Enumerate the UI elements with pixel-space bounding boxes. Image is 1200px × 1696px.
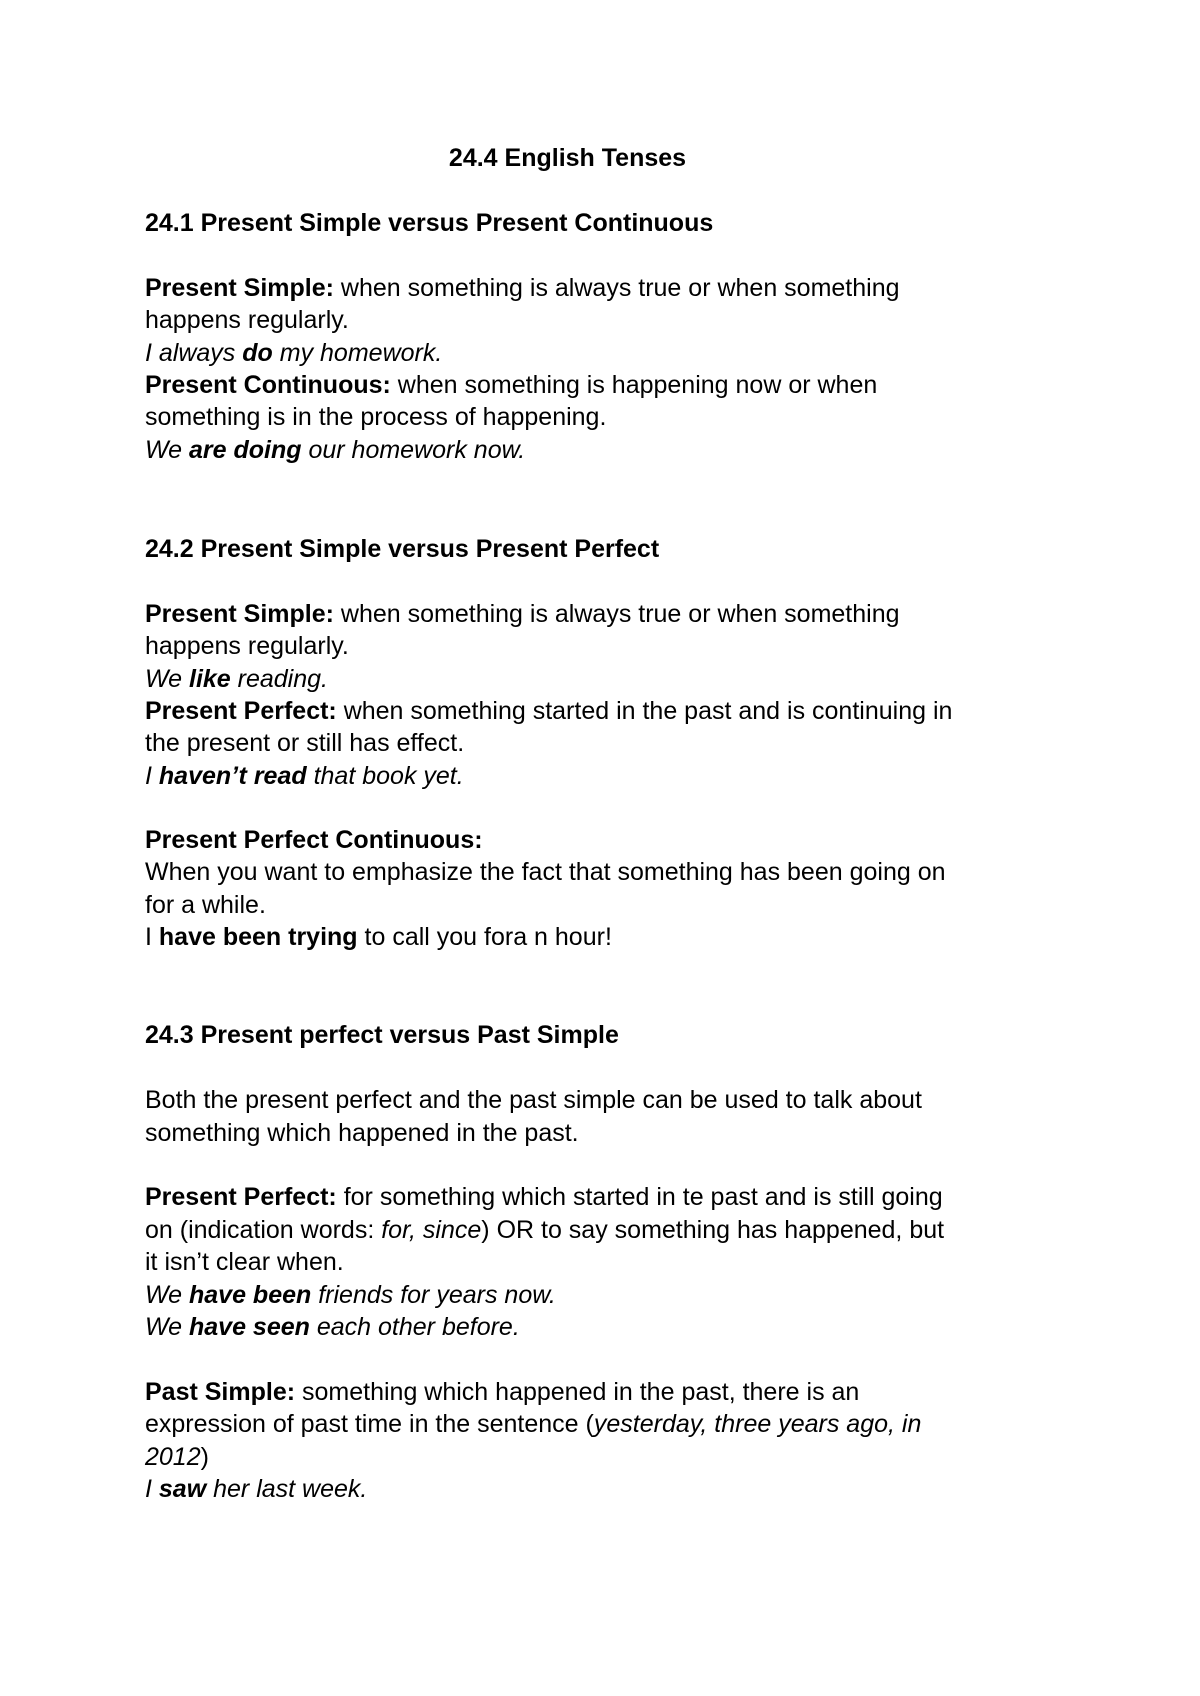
example-verb: are doing: [189, 436, 302, 464]
example-verb: saw: [158, 1475, 207, 1503]
definition-text: when something is always true or when something: [333, 274, 900, 302]
section-heading-24-2: 24.2 Present Simple versus Present Perfect: [145, 535, 660, 563]
intro-text: Both the present perfect and the past simple can be used to talk about: [145, 1086, 922, 1114]
definition-text-continued: happens regularly.: [145, 632, 349, 660]
definition-text: for something which started in te past and is still going: [336, 1183, 943, 1211]
example-sentence: We like reading.: [145, 665, 328, 693]
term-label: Present Simple:: [145, 274, 334, 302]
section-heading-24-3: 24.3 Present perfect versus Past Simple: [145, 1021, 619, 1049]
term-label: Present Simple:: [145, 600, 334, 628]
definition-text: when something is always true or when something: [333, 600, 900, 628]
example-verb: have seen: [189, 1313, 310, 1341]
example-sentence: We have seen each other before.: [145, 1313, 520, 1341]
definition-text: when something is happening now or when: [390, 371, 878, 399]
definition-text-continued: on (indication words: for, since) OR to say something has happened, but: [145, 1216, 945, 1244]
definition-text-continued: for a while.: [145, 891, 266, 919]
section-heading-24-1: 24.1 Present Simple versus Present Continuous: [145, 209, 714, 237]
document-title: 24.4 English Tenses: [448, 144, 687, 172]
example-sentence: We are doing our homework now.: [145, 436, 526, 464]
term-label: Present Perfect:: [145, 1183, 337, 1211]
time-expressions: 2012: [145, 1443, 201, 1471]
definition-text: When you want to emphasize the fact that something has been going on: [145, 858, 946, 886]
present-perfect-continuous-label: Present Perfect Continuous:: [145, 826, 483, 854]
present-simple-definition: [145, 598, 900, 630]
definition-text-continued: happens regularly.: [145, 306, 349, 334]
present-perfect-definition: [145, 695, 952, 727]
example-sentence: I always do my homework.: [145, 339, 443, 367]
present-simple-definition: [145, 272, 900, 304]
definition-text: when something started in the past and is continuing in: [336, 697, 953, 725]
example-sentence: I haven’t read that book yet.: [145, 762, 464, 790]
example-verb: haven’t read: [158, 762, 307, 790]
definition-text: something which happened in the past, there is an: [295, 1378, 860, 1406]
intro-text-continued: something which happened in the past.: [145, 1119, 579, 1147]
example-verb: have been: [189, 1281, 312, 1309]
example-sentence: I have been trying to call you fora n hour!: [145, 923, 612, 951]
definition-text-continued: the present or still has effect.: [145, 729, 465, 757]
term-label: Present Perfect:: [145, 697, 337, 725]
definition-text-continued: something is in the process of happening.: [145, 403, 607, 431]
definition-text-continued: it isn’t clear when.: [145, 1248, 344, 1276]
past-simple-definition: [145, 1376, 859, 1408]
present-continuous-definition: [145, 369, 877, 401]
indication-words: for, since: [381, 1216, 482, 1244]
example-verb: like: [189, 665, 231, 693]
example-sentence: We have been friends for years now.: [145, 1281, 556, 1309]
example-verb: have been trying: [158, 923, 358, 951]
term-label: Past Simple:: [145, 1378, 296, 1406]
term-label: Present Continuous:: [145, 371, 391, 399]
present-perfect-definition: [145, 1181, 943, 1213]
definition-text-continued: 2012): [145, 1443, 209, 1471]
time-expressions: yesterday, three years ago, in: [593, 1410, 922, 1438]
definition-text-continued: expression of past time in the sentence (yesterday, three years ago, in: [145, 1410, 922, 1438]
example-sentence: I saw her last week.: [145, 1475, 368, 1503]
example-verb: do: [242, 339, 273, 367]
